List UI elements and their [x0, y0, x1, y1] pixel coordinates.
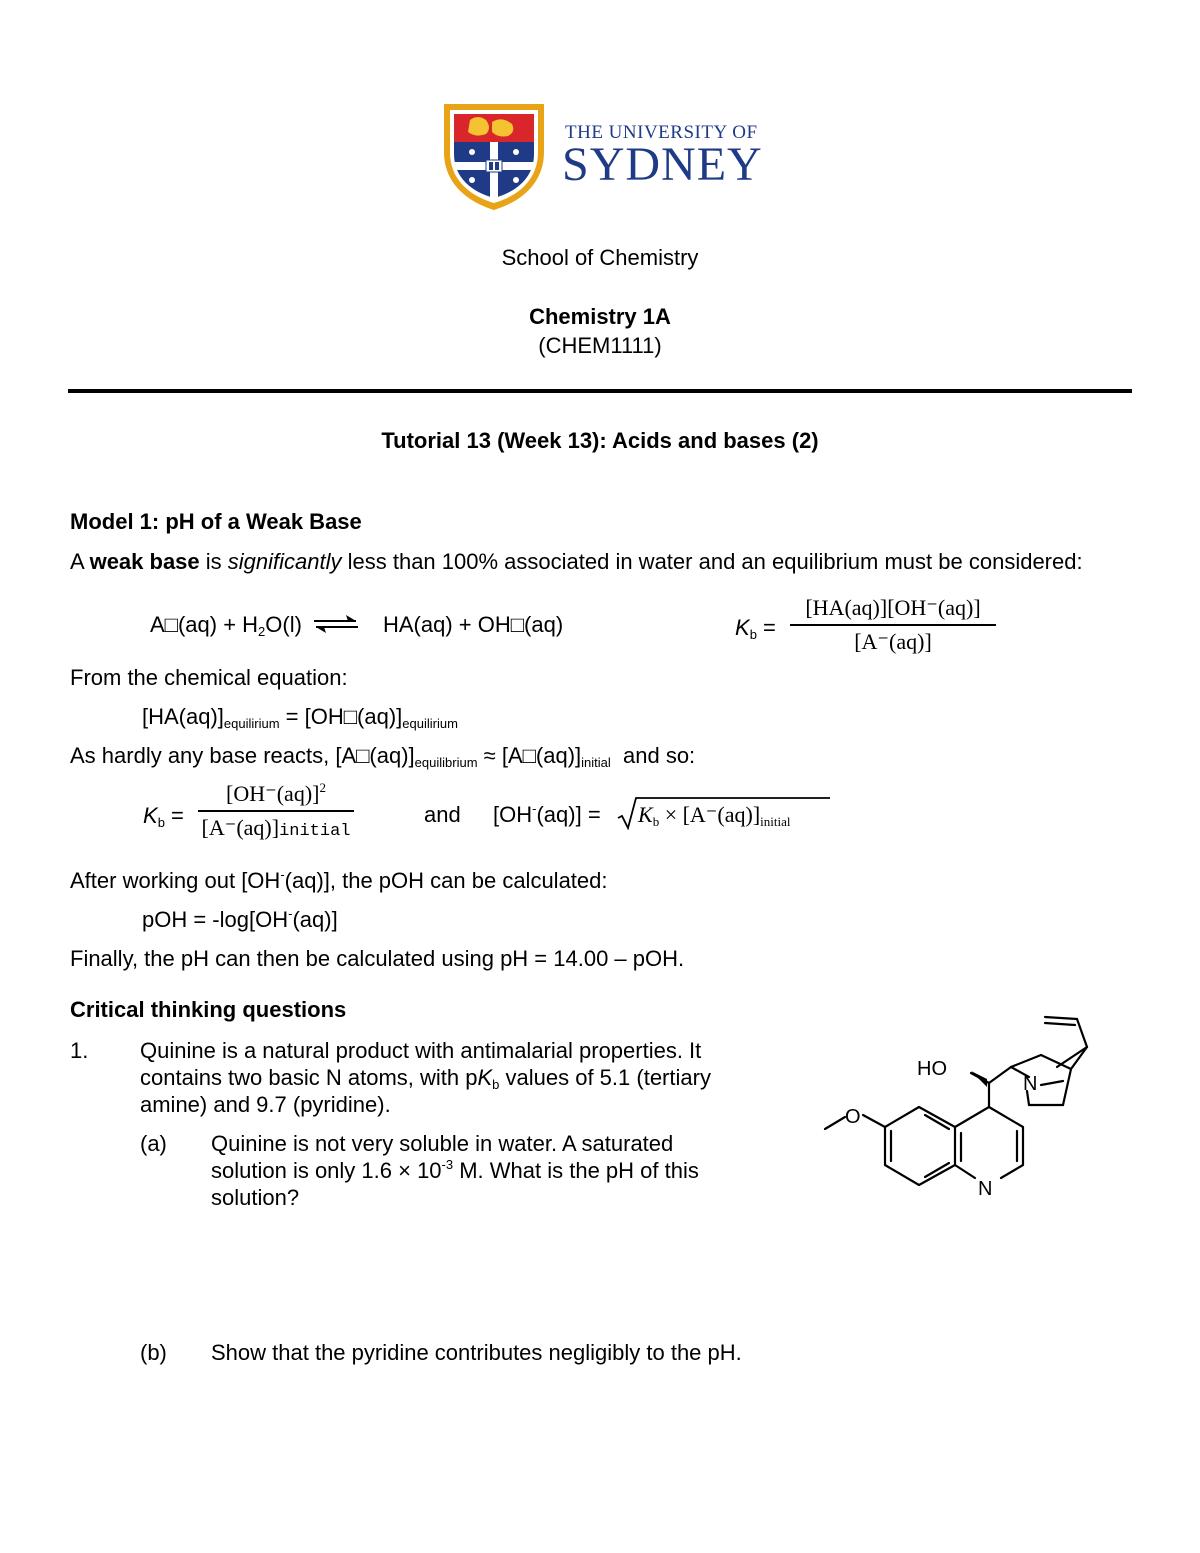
sqrt-contents — [638, 802, 791, 828]
kb2-denominator-text: [A⁻(aq)] — [201, 815, 280, 840]
course-code: (CHEM1111) — [538, 333, 662, 358]
reaction-left-end: O(l) — [265, 612, 302, 637]
header-divider — [68, 389, 1132, 393]
kb2-label — [143, 803, 184, 829]
intro-italic: significantly — [227, 549, 342, 574]
kb-symbol: K — [735, 615, 750, 640]
kb2-numerator-text: [OH⁻(aq)] — [226, 781, 320, 806]
kb2-symbol: K — [143, 803, 158, 828]
qa-line3: solution? — [211, 1185, 300, 1210]
qa-line2-end: M. What is the pH of this — [453, 1158, 699, 1183]
qa-line2-sup: -3 — [441, 1157, 454, 1172]
eq-lhs: [HA(aq)] — [142, 704, 224, 729]
q1-line1: Quinine is a natural product with antimalarial properties. It — [140, 1038, 702, 1063]
and-word: and — [424, 802, 461, 827]
kb2-subscript: b — [157, 815, 165, 830]
sqrt-kb: K — [638, 802, 653, 827]
after-working-text — [70, 868, 608, 894]
oh-expr-start: [OH — [493, 802, 533, 827]
hardly-reacts-text — [70, 743, 695, 769]
eq-lhs-subscript: equilirium — [223, 716, 280, 731]
qa-line2 — [211, 1158, 699, 1184]
svg-text:O: O — [845, 1106, 861, 1128]
qa-label: (a) — [140, 1131, 167, 1156]
kb-equals: = — [756, 615, 776, 640]
q1-k-sub: b — [492, 1077, 500, 1092]
university-name-line2: SYDNEY — [562, 138, 763, 191]
kb2-equals: = — [164, 803, 184, 828]
qa-line1: Quinine is not very soluble in water. A saturated — [211, 1131, 674, 1156]
kb-denominator: [A⁻(aq)] — [854, 629, 932, 654]
reaction-left — [150, 612, 302, 638]
after-end: (aq)], the pOH can be calculated: — [284, 868, 608, 893]
kb-subscript: b — [749, 627, 757, 642]
kb2-fraction-bar — [198, 810, 354, 812]
oh-expression — [493, 802, 601, 828]
poh-end: (aq)] — [292, 907, 338, 932]
q1-line2 — [140, 1065, 711, 1091]
intro-end: less than 100% associated in water and an equilibrium must be considered: — [341, 549, 1083, 574]
kb2-numerator-sup: 2 — [319, 780, 326, 795]
finally-text: Finally, the pH can then be calculated using pH = 14.00 – pOH. — [70, 946, 685, 971]
q1-k: K — [477, 1065, 493, 1090]
sqrt-times: × [A⁻(aq)] — [659, 802, 761, 827]
course-title: Chemistry 1A — [529, 304, 671, 329]
qa-line2-start: solution is only 1.6 × 10 — [211, 1158, 442, 1183]
reaction-right: HA(aq) + OH□(aq) — [383, 612, 564, 637]
kb-label — [735, 615, 776, 641]
hardly-end: and so: — [610, 743, 696, 768]
poh-start: pOH = -log[OH — [142, 907, 289, 932]
hardly-mid: ≈ [A□(aq)] — [477, 743, 582, 768]
poh-sup: - — [288, 906, 293, 921]
hardly-sub-initial: initial — [581, 755, 611, 770]
q1-line3: amine) and 9.7 (pyridine). — [140, 1092, 391, 1117]
university-crest-icon — [440, 100, 548, 212]
kb-fraction-bar — [790, 624, 996, 626]
kb2-numerator — [198, 780, 354, 808]
kb2-fraction — [198, 780, 354, 846]
sqrt-kb-sub: b — [652, 814, 660, 829]
eq-rhs-subscript: equilirium — [402, 716, 458, 731]
kb2-denominator-sub: initial — [279, 822, 351, 841]
q1-line2-start: contains two basic N atoms, with p — [140, 1065, 478, 1090]
from-equation-text: From the chemical equation: — [70, 665, 348, 690]
intro-start: A — [70, 549, 90, 574]
poh-formula — [142, 907, 338, 933]
equilibrium-arrow-icon — [312, 614, 360, 634]
tutorial-title: Tutorial 13 (Week 13): Acids and bases (2) — [381, 428, 819, 453]
equilibrium-relation — [142, 704, 458, 730]
intro-mid: is — [199, 549, 228, 574]
reaction-left-text: A□(aq) + H — [150, 612, 259, 637]
q1-line2-end: values of 5.1 (tertiary — [499, 1065, 711, 1090]
qb-text: Show that the pyridine contributes negligibly to the pH. — [211, 1340, 742, 1365]
oh-expr-sup: - — [532, 801, 537, 816]
sqrt-initial-sub: initial — [760, 814, 791, 829]
h2o-subscript: 2 — [258, 624, 266, 639]
model-intro — [70, 549, 1083, 575]
kb-fraction — [790, 594, 996, 656]
q1-number: 1. — [70, 1038, 89, 1063]
after-sup: - — [280, 867, 285, 882]
after-start: After working out [OH — [70, 868, 281, 893]
quinine-structure-icon — [815, 1005, 1105, 1205]
kb2-denominator — [198, 814, 354, 846]
university-name-line1: THE UNIVERSITY OF — [565, 122, 758, 143]
model-heading: Model 1: pH of a Weak Base — [70, 509, 362, 534]
oh-expr-end: (aq)] = — [536, 802, 601, 827]
critical-heading: Critical thinking questions — [70, 997, 347, 1022]
structure-label-ho: HO — [917, 1058, 947, 1080]
school-name: School of Chemistry — [501, 245, 699, 270]
qb-label: (b) — [140, 1340, 167, 1365]
kb-numerator: [HA(aq)][OH⁻(aq)] — [805, 595, 981, 620]
structure-label-n-ring: N — [978, 1178, 993, 1200]
eq-mid: = [OH□(aq)] — [279, 704, 403, 729]
intro-bold: weak base — [89, 549, 200, 574]
hardly-start: As hardly any base reacts, [A□(aq)] — [70, 743, 415, 768]
structure-label-n-bridge: N — [1023, 1073, 1038, 1095]
hardly-sub-equilibrium: equilibrium — [414, 755, 478, 770]
